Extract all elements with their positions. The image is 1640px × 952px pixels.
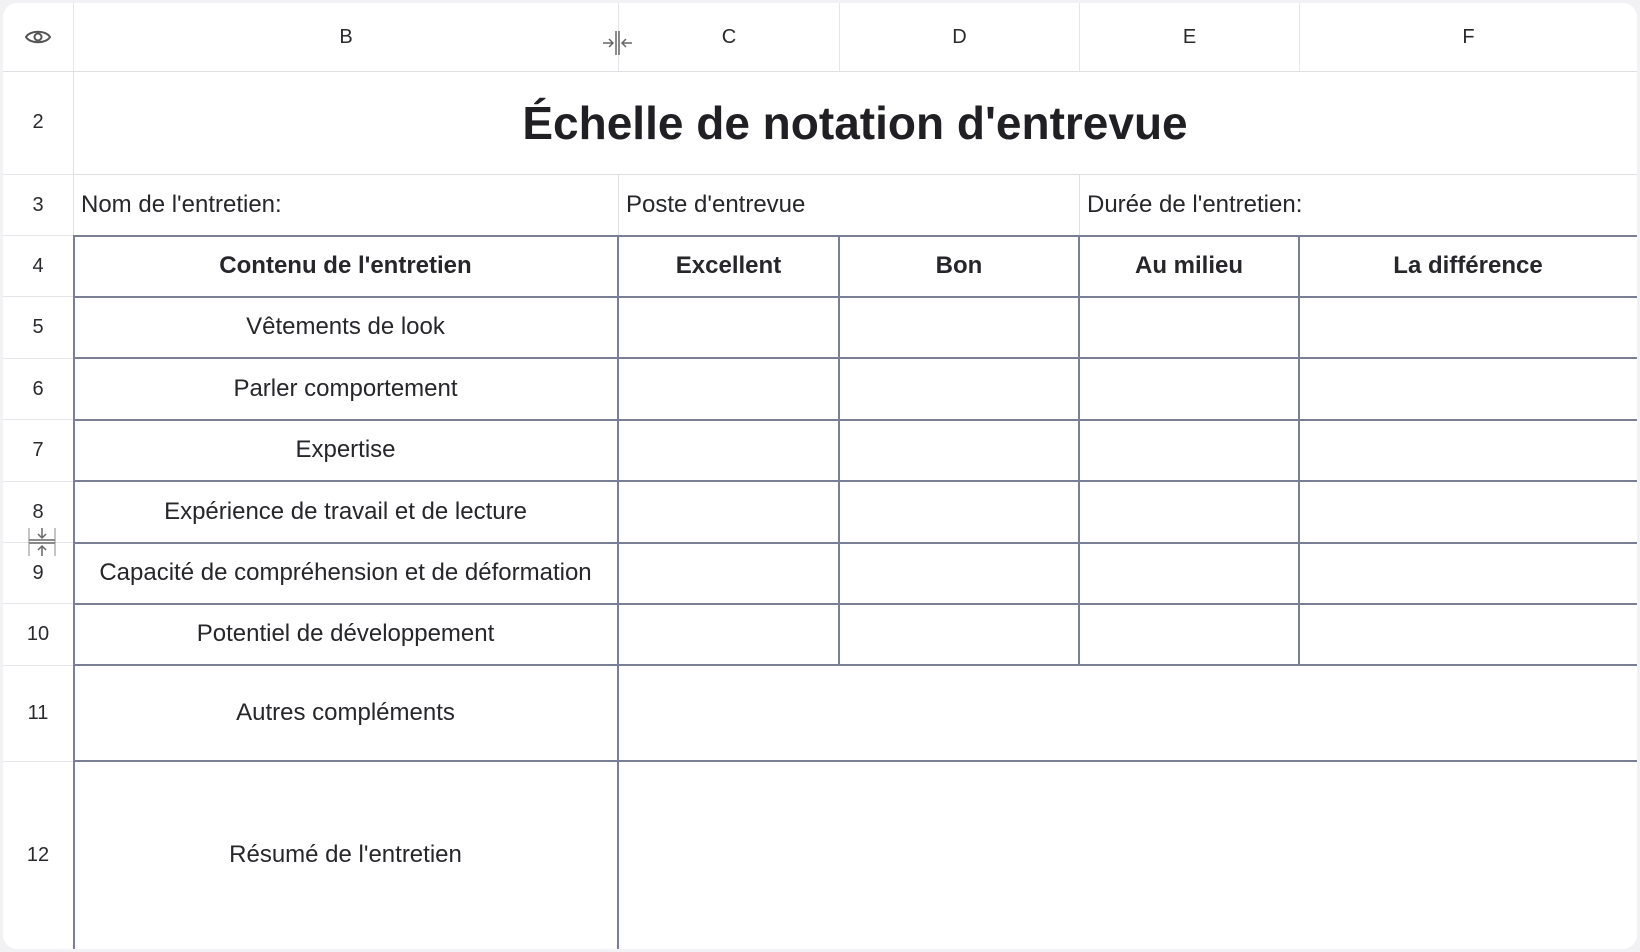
- table-border: [73, 542, 1637, 544]
- column-resize-icon[interactable]: [601, 29, 633, 57]
- criterion-cell[interactable]: Parler comportement: [233, 374, 458, 402]
- row-header-4[interactable]: 4: [3, 235, 73, 296]
- table-border: [1298, 235, 1300, 665]
- criterion-cell[interactable]: Expérience de travail et de lecture: [164, 497, 527, 525]
- table-border: [73, 419, 1637, 421]
- table-header-content[interactable]: Contenu de l'entretien: [219, 251, 472, 279]
- interview-name-label[interactable]: Nom de l'entretien:: [81, 190, 282, 218]
- interview-duration-label[interactable]: Durée de l'entretien:: [1087, 190, 1303, 218]
- page-title[interactable]: Échelle de notation d'entrevue: [522, 96, 1188, 149]
- column-header-e[interactable]: E: [1079, 3, 1299, 71]
- other-complements-value-cell[interactable]: [618, 665, 1637, 761]
- row-resize-icon[interactable]: [27, 527, 57, 557]
- row-header-10[interactable]: 10: [3, 603, 73, 665]
- table-border: [73, 480, 1637, 482]
- row-header-5[interactable]: 5: [3, 296, 73, 358]
- table-header-good[interactable]: Bon: [935, 251, 983, 279]
- table-border: [1078, 235, 1080, 665]
- eye-icon[interactable]: [24, 27, 52, 47]
- row-header-2[interactable]: 2: [32, 111, 44, 133]
- table-border: [73, 603, 1637, 605]
- row-header-11[interactable]: 11: [3, 665, 73, 761]
- criterion-cell[interactable]: Expertise: [295, 436, 396, 463]
- criterion-cell[interactable]: Potentiel de développement: [196, 620, 495, 647]
- column-header-b[interactable]: B: [73, 3, 618, 71]
- column-header-c[interactable]: C: [618, 3, 839, 71]
- row-header-8[interactable]: 8: [3, 481, 73, 542]
- table-border: [73, 235, 75, 949]
- table-border: [73, 235, 1637, 237]
- interview-summary-value-cell[interactable]: [618, 761, 1637, 949]
- table-border: [838, 235, 840, 665]
- table-border: [617, 235, 619, 949]
- spreadsheet: [3, 3, 1637, 949]
- column-header-f[interactable]: F: [1299, 3, 1637, 71]
- table-border: [73, 357, 1637, 359]
- criterion-cell[interactable]: Vêtements de look: [246, 313, 445, 340]
- corner-cell[interactable]: [3, 3, 73, 71]
- row-header-9[interactable]: 9: [3, 542, 73, 603]
- table-header-middle[interactable]: Au milieu: [1134, 251, 1243, 279]
- criterion-cell[interactable]: Capacité de compréhension et de déformation: [99, 558, 592, 586]
- table-border: [73, 664, 1637, 666]
- table-header-difference[interactable]: La différence: [1393, 251, 1543, 279]
- table-border: [73, 760, 1637, 762]
- interview-summary-cell[interactable]: Résumé de l'entretien: [229, 841, 462, 868]
- row-header-7[interactable]: 7: [3, 419, 73, 481]
- row-header-12[interactable]: 12: [3, 761, 73, 949]
- table-border: [73, 296, 1637, 298]
- column-header-d[interactable]: D: [839, 3, 1079, 71]
- interview-position-label[interactable]: Poste d'entrevue: [626, 190, 806, 218]
- row-header-3[interactable]: 3: [3, 174, 73, 235]
- row-header-6[interactable]: 6: [3, 358, 73, 419]
- table-header-excellent[interactable]: Excellent: [675, 251, 782, 279]
- other-complements-cell[interactable]: Autres compléments: [236, 699, 455, 726]
